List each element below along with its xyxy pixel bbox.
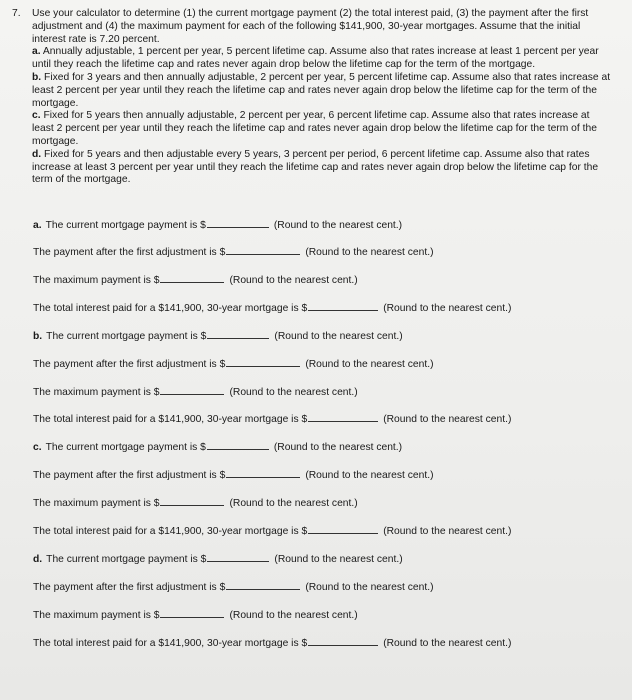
answer-row-current [33, 438, 402, 454]
question-text: The total interest paid for a $141,900, 30-year mortgage is $ [33, 526, 308, 537]
question-text: The maximum payment is $ [33, 610, 160, 621]
answer-row-first-adjustment [33, 243, 434, 259]
answer-row-maximum [33, 383, 358, 399]
question-text: The current mortgage payment is $ [45, 442, 206, 453]
option-c [32, 110, 612, 148]
round-hint: (Round to the nearest cent.) [274, 331, 403, 342]
option-label: a. [32, 46, 41, 58]
part-label: b. [33, 331, 43, 342]
answer-blank[interactable] [207, 550, 269, 562]
answer-row-maximum [33, 606, 358, 622]
question-text: The maximum payment is $ [33, 498, 160, 509]
part-label: a. [33, 220, 42, 231]
round-hint: (Round to the nearest cent.) [229, 387, 358, 398]
answer-blank[interactable] [308, 634, 378, 646]
answer-blank[interactable] [308, 522, 378, 534]
answer-blank[interactable] [226, 466, 300, 478]
answer-blank[interactable] [308, 410, 378, 422]
option-text: Annually adjustable, 1 percent per year, 5 percent lifetime cap. Assume also that rates increase at least 1 percent per year until they reach the lifetime cap and rates never again drop below the lifetime cap for the term of the mortgage. [32, 46, 599, 71]
question-text: The current mortgage payment is $ [46, 554, 207, 565]
answer-row-first-adjustment [33, 466, 434, 482]
question-text: The current mortgage payment is $ [45, 220, 206, 231]
answer-row-current [33, 216, 402, 232]
round-hint: (Round to the nearest cent.) [305, 470, 434, 481]
question-text: The payment after the first adjustment is $ [33, 359, 226, 370]
answer-row-current [33, 327, 403, 343]
answer-blank[interactable] [160, 494, 224, 506]
part-label: d. [33, 554, 43, 565]
problem-statement [12, 8, 612, 187]
round-hint: (Round to the nearest cent.) [383, 303, 512, 314]
option-label: c. [32, 110, 41, 122]
answer-blank[interactable] [226, 243, 300, 255]
option-b [32, 72, 612, 110]
answer-blank[interactable] [160, 271, 224, 283]
answer-blank[interactable] [207, 216, 269, 228]
option-label: d. [32, 148, 42, 160]
round-hint: (Round to the nearest cent.) [229, 498, 358, 509]
round-hint: (Round to the nearest cent.) [305, 359, 434, 370]
answer-row-total-interest [33, 522, 511, 538]
question-text: The payment after the first adjustment is $ [33, 470, 226, 481]
option-d [32, 149, 612, 187]
round-hint: (Round to the nearest cent.) [273, 220, 403, 231]
question-text: The maximum payment is $ [33, 387, 160, 398]
round-hint: (Round to the nearest cent.) [229, 275, 358, 286]
answer-row-maximum [33, 494, 358, 510]
question-text: The current mortgage payment is $ [46, 331, 207, 342]
answer-blank[interactable] [160, 383, 224, 395]
answer-blank[interactable] [160, 606, 224, 618]
round-hint: (Round to the nearest cent.) [274, 554, 403, 565]
question-text: The payment after the first adjustment is $ [33, 247, 226, 258]
option-text: Fixed for 5 years and then adjustable every 5 years, 3 percent per period, 6 percent lifetime cap. Assume also that rates increase at least 3 percent per year until they reach the lifetime cap and rates never again drop below the lifetime cap for the term of the mortgage. [32, 148, 599, 186]
round-hint: (Round to the nearest cent.) [305, 582, 434, 593]
round-hint: (Round to the nearest cent.) [383, 414, 512, 425]
answer-row-maximum [33, 271, 358, 287]
problem-number: 7. [12, 8, 21, 19]
answer-blank[interactable] [207, 438, 269, 450]
question-text: The total interest paid for a $141,900, 30-year mortgage is $ [33, 303, 308, 314]
part-label: c. [33, 442, 42, 453]
answer-row-first-adjustment [33, 355, 434, 371]
option-text: Fixed for 5 years then annually adjustable, 2 percent per year, 6 percent lifetime cap. Assume also that rates increase at least 2 percent per year until they reach the lifetime cap and rates never again drop below the lifetime cap for the term of the mortgage. [32, 110, 597, 147]
question-text: The total interest paid for a $141,900, 30-year mortgage is $ [33, 638, 308, 649]
question-text: The maximum payment is $ [33, 275, 160, 286]
option-a [32, 46, 612, 72]
round-hint: (Round to the nearest cent.) [305, 247, 434, 258]
answer-row-total-interest [33, 634, 511, 650]
question-text: The total interest paid for a $141,900, 30-year mortgage is $ [33, 414, 308, 425]
answer-row-current [33, 550, 403, 566]
answer-row-first-adjustment [33, 578, 434, 594]
problem-intro: Use your calculator to determine (1) the current mortgage payment (2) the total interest paid, (3) the payment after the first adjustment and (4) the maximum payment for each of the following $141,900, 30-year mortgages. Assume that the initial interest rate is 7.20 percent. [32, 8, 589, 45]
answer-row-total-interest [33, 299, 511, 315]
question-text: The payment after the first adjustment is $ [33, 582, 226, 593]
round-hint: (Round to the nearest cent.) [383, 526, 512, 537]
round-hint: (Round to the nearest cent.) [383, 638, 512, 649]
answer-blank[interactable] [308, 299, 378, 311]
answer-row-total-interest [33, 410, 511, 426]
answer-blank[interactable] [226, 578, 300, 590]
round-hint: (Round to the nearest cent.) [273, 442, 403, 453]
answer-blank[interactable] [207, 327, 269, 339]
option-text: Fixed for 3 years and then annually adjustable, 2 percent per year, 5 percent lifetime cap. Assume also that rates increase at least 2 percent per year until they reach the lifetime cap and rates never again drop below the lifetime cap for the term of the mortgage. [32, 71, 611, 109]
round-hint: (Round to the nearest cent.) [229, 610, 358, 621]
option-label: b. [32, 71, 42, 83]
answer-blank[interactable] [226, 355, 300, 367]
